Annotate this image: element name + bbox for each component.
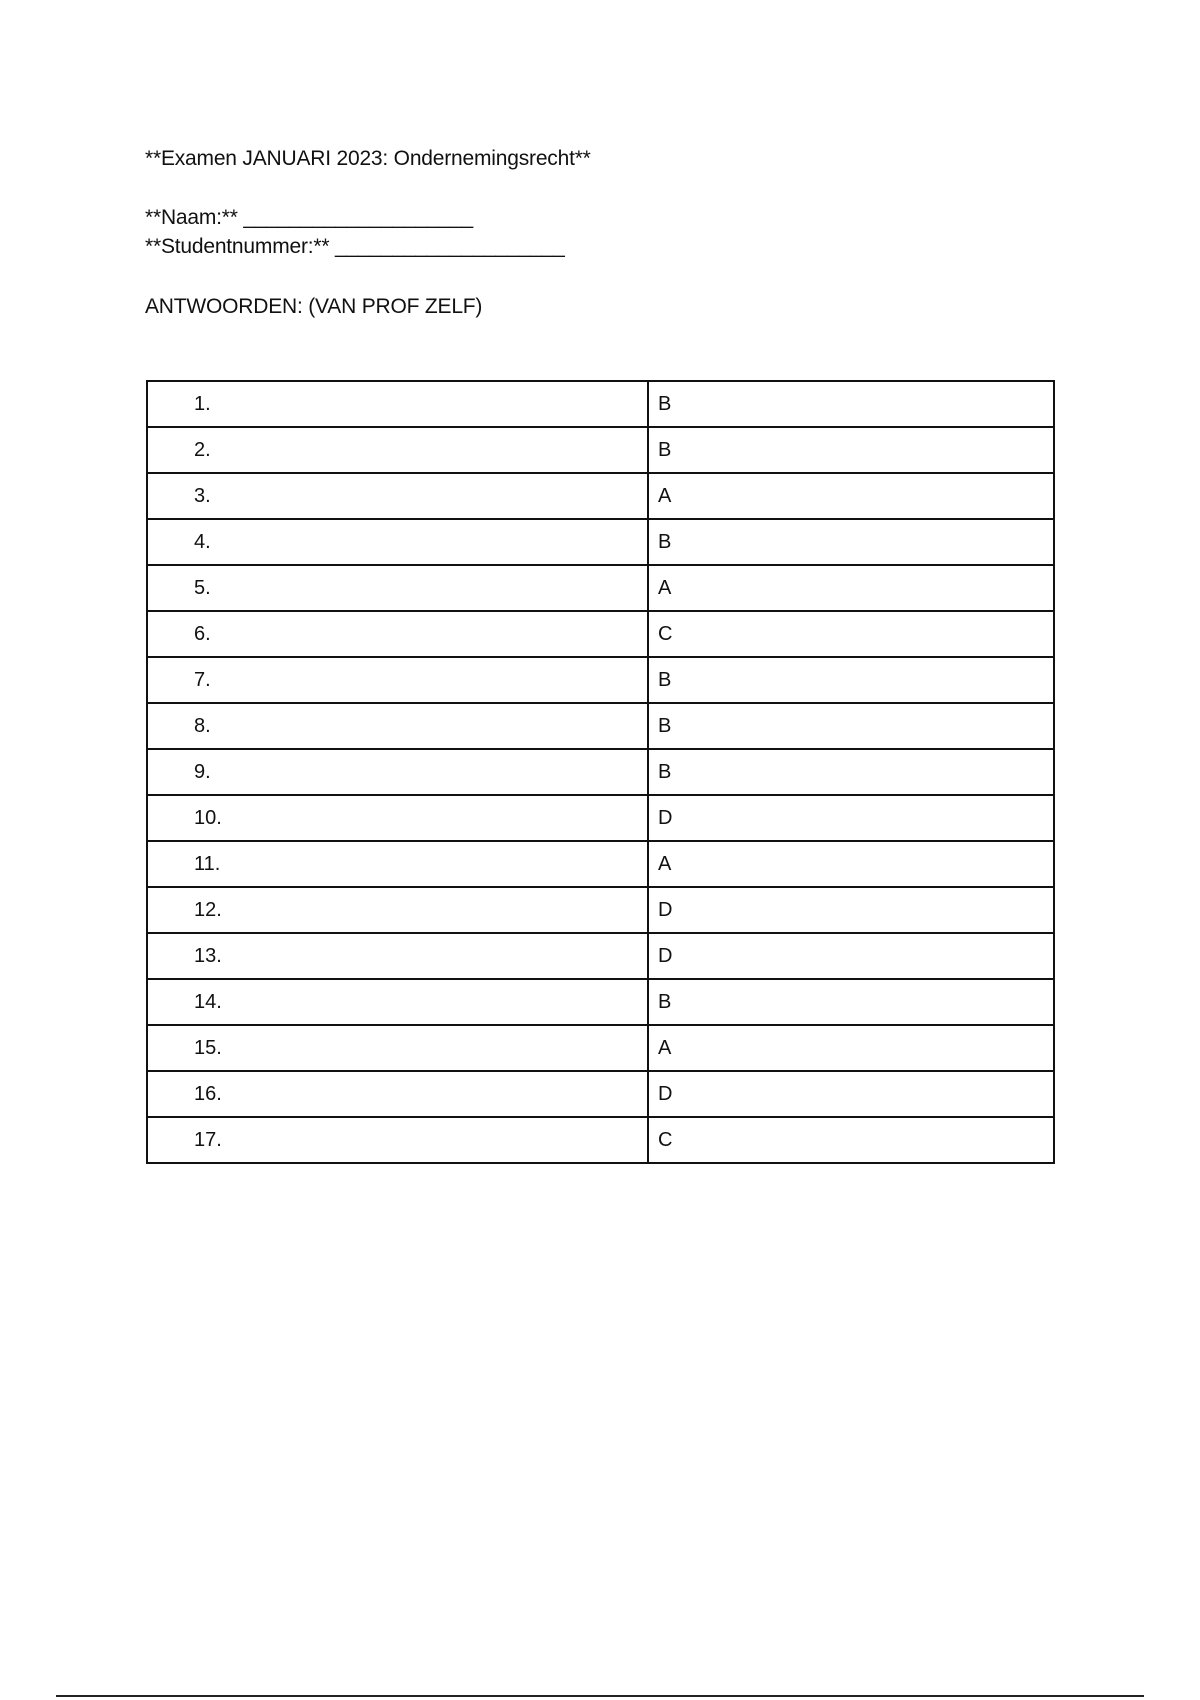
table-row [147, 473, 1054, 519]
table-row [147, 795, 1054, 841]
footer-divider [56, 1695, 1144, 1697]
question-number: 14. [147, 979, 648, 1025]
question-number: 6. [147, 611, 648, 657]
answer-letter: D [648, 1071, 1054, 1117]
question-number: 13. [147, 933, 648, 979]
table-row [147, 565, 1054, 611]
table-row [147, 1071, 1054, 1117]
student-number-field-line: **Studentnummer:** ____________________ [145, 235, 565, 258]
table-row [147, 1117, 1054, 1163]
table-row [147, 979, 1054, 1025]
table-row [147, 841, 1054, 887]
name-field-line: **Naam:** ____________________ [145, 206, 473, 229]
question-number: 1. [147, 381, 648, 427]
table-row [147, 1025, 1054, 1071]
answer-letter: C [648, 611, 1054, 657]
table-row [147, 611, 1054, 657]
answer-letter: A [648, 1025, 1054, 1071]
answer-letter: B [648, 381, 1054, 427]
answer-letter: A [648, 473, 1054, 519]
question-number: 10. [147, 795, 648, 841]
table-row [147, 427, 1054, 473]
question-number: 15. [147, 1025, 648, 1071]
question-number: 12. [147, 887, 648, 933]
table-row [147, 749, 1054, 795]
table-row [147, 933, 1054, 979]
answer-letter: C [648, 1117, 1054, 1163]
table-row [147, 887, 1054, 933]
answer-letter: B [648, 979, 1054, 1025]
table-row [147, 703, 1054, 749]
answer-letter: A [648, 841, 1054, 887]
question-number: 8. [147, 703, 648, 749]
question-number: 16. [147, 1071, 648, 1117]
answer-letter: D [648, 933, 1054, 979]
answer-letter: A [648, 565, 1054, 611]
answer-letter: B [648, 519, 1054, 565]
answer-letter: B [648, 749, 1054, 795]
answer-letter: D [648, 887, 1054, 933]
document-title: **Examen JANUARI 2023: Ondernemingsrecht** [145, 147, 591, 170]
question-number: 5. [147, 565, 648, 611]
table-row [147, 519, 1054, 565]
question-number: 7. [147, 657, 648, 703]
answer-letter: B [648, 703, 1054, 749]
answers-heading: ANTWOORDEN: (VAN PROF ZELF) [145, 295, 483, 318]
answer-letter: B [648, 657, 1054, 703]
table-row [147, 657, 1054, 703]
question-number: 3. [147, 473, 648, 519]
question-number: 17. [147, 1117, 648, 1163]
answer-table [146, 380, 1055, 1164]
question-number: 2. [147, 427, 648, 473]
answer-letter: B [648, 427, 1054, 473]
question-number: 11. [147, 841, 648, 887]
answer-letter: D [648, 795, 1054, 841]
question-number: 4. [147, 519, 648, 565]
table-row [147, 381, 1054, 427]
question-number: 9. [147, 749, 648, 795]
